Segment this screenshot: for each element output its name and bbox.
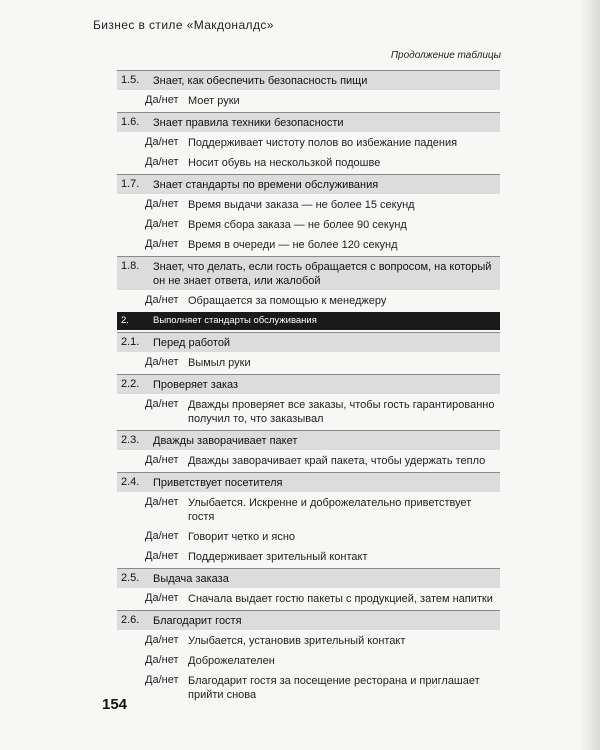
yes-no-label: Да/нет	[145, 550, 179, 562]
checklist-item	[117, 526, 500, 546]
checklist-item	[117, 194, 500, 214]
section-title: Знает правила техники безопасности	[153, 117, 344, 129]
section-row	[117, 568, 500, 588]
section-title: Благодарит гостя	[153, 615, 242, 627]
item-text: Время в очереди — не более 120 секунд	[188, 239, 398, 251]
running-header: Бизнес в стиле «Макдоналдс»	[93, 18, 274, 32]
checklist-item	[117, 670, 500, 704]
section-row	[117, 610, 500, 630]
yes-no-label: Да/нет	[145, 530, 179, 542]
item-text: Моет руки	[188, 95, 240, 107]
yes-no-label: Да/нет	[145, 592, 179, 604]
section-row	[117, 70, 500, 90]
section-title: Проверяет заказ	[153, 379, 239, 391]
checklist-item	[117, 214, 500, 234]
section-title: Перед работой	[153, 337, 231, 349]
yes-no-label: Да/нет	[145, 356, 179, 368]
section-title: Знает, как обеспечить безопасность пищи	[153, 75, 368, 87]
yes-no-label: Да/нет	[145, 136, 179, 148]
section-row	[117, 174, 500, 194]
yes-no-label: Да/нет	[145, 94, 179, 106]
page-number: 154	[102, 696, 128, 713]
section-number: 2.2.	[121, 378, 140, 390]
item-text: Обращается за помощью к менеджеру	[188, 295, 387, 307]
yes-no-label: Да/нет	[145, 634, 179, 646]
section-number: 2.4.	[121, 476, 140, 488]
table-continued-label: Продолжение таблицы	[390, 50, 501, 61]
item-text: Вымыл руки	[188, 357, 251, 369]
section-number: 2.5.	[121, 572, 140, 584]
section-title: Знает, что делать, если гость обращается с вопросом, на который он не знает ответа, или жалобой	[153, 261, 492, 287]
item-text: Говорит четко и ясно	[188, 531, 296, 543]
item-text: Улыбается, установив зрительный контакт	[188, 635, 406, 647]
section-row	[117, 256, 500, 290]
item-text: Дважды заворачивает край пакета, чтобы удержать тепло	[188, 455, 486, 467]
item-text: Время сбора заказа — не более 90 секунд	[188, 219, 407, 231]
yes-no-label: Да/нет	[145, 238, 179, 250]
yes-no-label: Да/нет	[145, 654, 179, 666]
yes-no-label: Да/нет	[145, 398, 179, 410]
checklist-item	[117, 588, 500, 608]
section-title: Выполняет стандарты обслуживания	[153, 315, 317, 326]
checklist-item	[117, 394, 500, 428]
section-title: Выдача заказа	[153, 573, 229, 585]
item-text: Благодарит гостя за посещение ресторана и приглашает прийти снова	[188, 675, 480, 701]
section-title: Приветствует посетителя	[153, 477, 283, 489]
section-number: 1.5.	[121, 74, 140, 86]
item-text: Время выдачи заказа — не более 15 секунд	[188, 199, 415, 211]
checklist-item	[117, 132, 500, 152]
section-number: 1.6.	[121, 116, 140, 128]
item-text: Носит обувь на нескользкой подошве	[188, 157, 381, 169]
checklist-item	[117, 152, 500, 172]
section-number: 1.7.	[121, 178, 140, 190]
section-title: Знает стандарты по времени обслуживания	[153, 179, 379, 191]
yes-no-label: Да/нет	[145, 454, 179, 466]
yes-no-label: Да/нет	[145, 294, 179, 306]
checklist-item	[117, 492, 500, 526]
checklist-item	[117, 546, 500, 566]
section-number: 2.3.	[121, 434, 140, 446]
checklist-item	[117, 290, 500, 310]
item-text: Дважды проверяет все заказы, чтобы гость гарантированно получил то, что заказывал	[188, 399, 495, 425]
section-number: 2.1.	[121, 336, 140, 348]
section-number: 1.8.	[121, 260, 140, 272]
section-row	[117, 430, 500, 450]
yes-no-label: Да/нет	[145, 496, 179, 508]
checklist-item	[117, 352, 500, 372]
section-row	[117, 332, 500, 352]
section-title: Дважды заворачивает пакет	[153, 435, 298, 447]
section-row	[117, 472, 500, 492]
checklist-item	[117, 450, 500, 470]
section-row	[117, 374, 500, 394]
section-number: 2.6.	[121, 614, 140, 626]
checklist-table	[117, 68, 500, 704]
major-section-row	[117, 312, 500, 330]
yes-no-label: Да/нет	[145, 198, 179, 210]
checklist-item	[117, 650, 500, 670]
yes-no-label: Да/нет	[145, 674, 179, 686]
yes-no-label: Да/нет	[145, 156, 179, 168]
yes-no-label: Да/нет	[145, 218, 179, 230]
item-text: Доброжелателен	[188, 655, 275, 667]
item-text: Сначала выдает гостю пакеты с продукцией, затем напитки	[188, 593, 493, 605]
section-row	[117, 112, 500, 132]
item-text: Поддерживает чистоту полов во избежание падения	[188, 137, 458, 149]
page-gutter-shadow	[580, 0, 600, 750]
checklist-item	[117, 234, 500, 254]
section-number: 2.	[121, 315, 129, 326]
item-text: Улыбается. Искренне и доброжелательно приветствует гостя	[188, 497, 472, 523]
checklist-item	[117, 630, 500, 650]
checklist-item	[117, 90, 500, 110]
item-text: Поддерживает зрительный контакт	[188, 551, 368, 563]
